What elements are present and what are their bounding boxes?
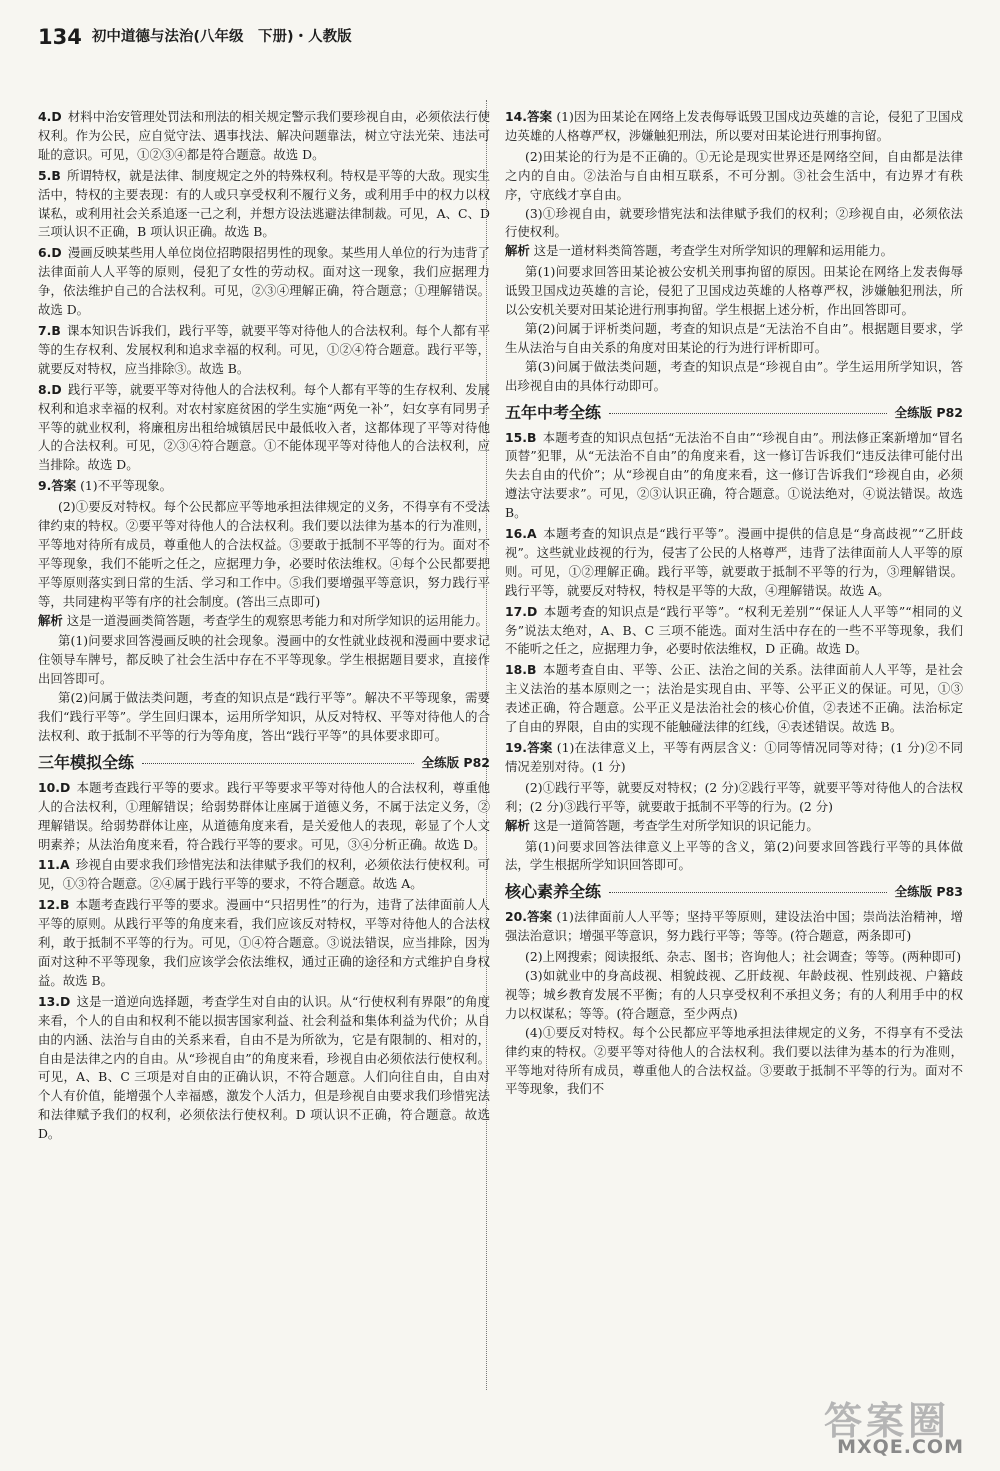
item-text: 本题考查践行平等的要求。漫画中“只招男性”的行为，违背了法律面前人人平等的原则。从践行平等的角度来看，我们应该反对特权，平等对待他人的合法权利，敢于抵制不平等的行为。可见，①④符合题意。③说法错误，应当排除，因为面对这种不平等现象，我们应该学会依法维权，通过正确的途径和方式维护自身权益。故选 B。 xyxy=(38,897,490,988)
item-text: 所谓特权，就是法律、制度规定之外的特殊权利。特权是平等的大敌。现实生活中，特权的主要表现：有的人或只享受权利不履行义务，或利用手中的权力以权谋私，或利用社会关系追逐一己之利，并想方设法逃避法律制裁。可见，A、C、D 三项认识不正确，B 项认识正确。故选 B。 xyxy=(38,167,490,240)
answer-item xyxy=(38,244,490,320)
item-number: 8.D xyxy=(38,381,62,397)
answer-item xyxy=(38,381,490,476)
answer-item-19 xyxy=(505,739,963,777)
section-rule xyxy=(609,413,887,414)
analysis-block xyxy=(38,612,490,631)
analysis-label: 解析 xyxy=(505,817,530,833)
item-text: 珍视自由要求我们珍惜宪法和法律赋予我们的权利，必须依法行使权利。可见，①③符合题意。②④属于践行平等的要求，不符合题意。故选 A。 xyxy=(38,857,490,892)
item-number: 18.B xyxy=(505,662,537,678)
item-number: 15.B xyxy=(505,429,537,445)
section-title: 核心素养全练 xyxy=(505,882,602,902)
section-heading xyxy=(505,404,963,423)
answer-item xyxy=(38,779,490,855)
section-heading xyxy=(38,754,490,773)
answer-item-14 xyxy=(505,108,963,146)
item-text: 本题考查的知识点包括“无法治不自由”“珍视自由”。刑法修正案新增加“冒名顶替”犯罪，从“无法治不自由”的角度来看，这一修订告诉我们“违反法律可能付出失去自由的代价”；从“珍视自由”的角度来看，这一修订告诉我们“珍视自由，必须遵法守法要求”。可见，②③认识正确，符合题意。①说法绝对，④说法错误。故选 B。 xyxy=(505,429,963,521)
analysis-text: 这是一道材料类简答题，考查学生对所学知识的理解和运用能力。 xyxy=(533,243,894,259)
answer-item xyxy=(38,896,490,991)
answer-item xyxy=(505,661,963,737)
left-column xyxy=(38,108,490,1146)
analysis-text: 这是一道漫画类简答题，考查学生的观察思考能力和对所学知识的运用能力。 xyxy=(66,612,489,628)
analysis-text: 这是一道简答题，考查学生对所学知识的识记能力。 xyxy=(533,817,819,833)
answer-item xyxy=(38,108,490,165)
answer-paragraph: (4)①要反对特权。每个公民都应平等地承担法律规定的义务，不得享有不受法律约束的特权。②要平等对待他人的合法权利。我们要以法律为基本的行为准则，平等地对待所有成员，尊重他人的合法权益。③要敢于抵制不平等的行为。面对不平等现象，我们不 xyxy=(505,1024,963,1097)
answer-paragraph: (3)如就业中的身高歧视、相貌歧视、乙肝歧视、年龄歧视、性别歧视、户籍歧视等；城乡教育发展不平衡；有的人只享受权利不承担义务；有的人利用手中的权力以权谋私；等等。(符合题意，至少两点) xyxy=(505,967,963,1021)
answer-paragraph: (2)上网搜索；阅读报纸、杂志、图书；咨询他人；社会调查；等等。(两种即可) xyxy=(525,949,962,965)
item-text: (1)不平等现象。 xyxy=(80,478,172,494)
page-header xyxy=(38,22,352,52)
analysis-paragraph: 第(2)问属于评析类问题，考查的知识点是“无法治不自由”。根据题目要求，学生从法治与自由关系的角度对田某论的行为进行评析即可。 xyxy=(505,320,963,355)
analysis-label: 解析 xyxy=(505,243,530,259)
item-number: 16.A xyxy=(505,526,537,542)
item-text: 践行平等，就要平等对待他人的合法权利。每个人都有平等的生存权利、发展权利和追求幸福的权利。对农村家庭贫困的学生实施“两免一补”，妇女享有同男子平等的就业权利，将廉租房出租给城镇居民中最低收入者，这都体现了平等对待他人的合法权利。可见，②③④符合题意。①不能体现平等对待他人的合法权利，应当排除。故选 D。 xyxy=(38,381,490,473)
item-text: 课本知识告诉我们，践行平等，就要平等对待他人的合法权利。每个人都有平等的生存权利、发展权利和追求幸福的权利。可见，①②④符合题意。践行平等，就要反对特权，应当排除③。故选 B。 xyxy=(38,322,490,376)
item-text: (1)法律面前人人平等；坚持平等原则，建设法治中国；崇尚法治精神，增强法治意识；增强平等意识，努力践行平等；等等。(符合题意，两条即可) xyxy=(505,909,963,944)
item-number: 7.B xyxy=(38,322,61,338)
item-number: 10.D xyxy=(38,779,71,795)
book-title: 初中道德与法治(八年级 下册)・人教版 xyxy=(91,28,352,45)
answer-paragraph: (2)①要反对特权。每个公民都应平等地承担法律规定的义务，不得享有不受法律约束的特权。②要平等对待他人的合法权利。我们要以法律为基本的行为准则，平等地对待所有成员，尊重他人的合法权益。③要敢于抵制不平等的行为。面对不平等现象，我们不能听之任之，应据理力争，必要时依法维权。④每个公民都要把平等原则落实到日常的生活、学习和工作中。⑤我们要增强平等意识，努力践行平等，共同建构平等有序的社会制度。(答出三点即可) xyxy=(38,499,490,609)
answer-item xyxy=(505,603,963,660)
item-text: 本题考查践行平等的要求。践行平等要求平等对待他人的合法权利，尊重他人的合法权利，①理解错误；给弱势群体让座属于道德义务，不属于法定义务，②理解错误。给弱势群体让座，从道德角度来看，是关爱他人的表现，彰显了个人文明素养；从法治角度来看，符合践行平等的要求。可见，③④分析正确。故选 D。 xyxy=(38,779,490,852)
section-ref: 全练版 P83 xyxy=(894,884,963,900)
section-rule xyxy=(142,763,414,764)
watermark-site: MXQE.COM xyxy=(837,1436,964,1459)
answer-item xyxy=(505,429,963,524)
answer-item xyxy=(38,167,490,243)
section-ref: 全练版 P82 xyxy=(421,754,490,770)
item-text: 这是一道逆向选择题，考查学生对自由的认识。从“行使权利有界限”的角度来看，个人的自由和权利不能以损害国家利益、社会利益和集体利益为代价；从自由的内涵、法治与自由的关系来看，自由不是为所欲为，它是有限制的、相对的，自由是法律之内的自由。从“珍视自由”的角度来看，珍视自由必须依法行使权利。可见，A、B、C 三项是对自由的正确认识，不符合题意。人们向往自由，自由对个人有价值，能增强个人幸福感，激发个人活力，但是珍视自由要求我们珍惜宪法和法律赋予我们的权利，必须依法行使权利。D 项认识不正确，符合题意。故选 D。 xyxy=(38,993,490,1142)
item-number: 4.D xyxy=(38,109,62,124)
answer-item xyxy=(505,525,963,601)
item-number: 20.答案 xyxy=(505,909,553,925)
item-number: 13.D xyxy=(38,993,71,1009)
item-text: 本题考查的知识点是“践行平等”。“权利无差别”“保证人人平等”“相同的义务”说法太绝对，A、B、C 三项不能选。面对生活中存在的一些不平等现象，我们不能听之任之，应据理力争，必要时依法维权，D 正确。故选 D。 xyxy=(505,603,963,657)
section-rule xyxy=(609,892,887,893)
section-ref: 全练版 P82 xyxy=(894,404,963,420)
item-number: 6.D xyxy=(38,245,62,261)
analysis-paragraph: 第(1)问要求回答漫画反映的社会现象。漫画中的女性就业歧视和漫画中要求记住领导车牌号，都反映了社会生活中存在不平等现象。学生根据题目要求，直接作出回答即可。 xyxy=(38,633,490,687)
section-title: 三年模拟全练 xyxy=(38,752,135,772)
right-column xyxy=(505,108,963,1099)
answer-item-9 xyxy=(38,477,490,496)
analysis-label: 解析 xyxy=(38,612,63,628)
item-text: 漫画反映某些用人单位岗位招聘限招男性的现象。某些用人单位的行为违背了法律面前人人平等的原则，侵犯了女性的劳动权。面对这一现象，我们应据理力争，依法维护自己的合法权利。可见，②③④理解正确，符合题意；①理解错误。故选 D。 xyxy=(38,245,490,318)
section-title: 五年中考全练 xyxy=(505,402,602,422)
item-text: 本题考查自由、平等、公正、法治之间的关系。法律面前人人平等，是社会主义法治的基本原则之一；法治是实现自由、平等、公平正义的保证。可见，①③表述正确，符合题意。公平正义是法治社会的核心价值，②表述不正确。法治标定了自由的界限，自由的实现不能触碰法律的红线，④表述错误。故选 B。 xyxy=(505,662,963,735)
item-number: 17.D xyxy=(505,603,538,619)
item-number: 5.B xyxy=(38,167,61,183)
item-number: 14.答案 xyxy=(505,109,553,124)
answer-item xyxy=(38,322,490,379)
item-text: 本题考查的知识点是“践行平等”。漫画中提供的信息是“身高歧视”“乙肝歧视”。这些就业歧视的行为，侵害了公民的人格尊严，违背了法律面前人人平等的原则。可见，①②理解正确。践行平等，就要敢于抵制不平等的行为，③理解错误。践行平等，就要反对特权，特权是平等的大敌，④理解错误。故选 A。 xyxy=(505,526,963,598)
analysis-paragraph: 第(1)问要求回答法律意义上平等的含义，第(2)问要求回答践行平等的具体做法，学生根据所学知识回答即可。 xyxy=(505,838,963,873)
page-number: 134 xyxy=(38,24,82,49)
watermark-logo: 答案圈 xyxy=(823,1399,950,1444)
answer-item-20 xyxy=(505,908,963,946)
answer-item xyxy=(38,856,490,894)
answer-paragraph: (2)田某论的行为是不正确的。①无论是现实世界还是网络空间，自由都是法律之内的自由。②法治与自由相互联系，不可分割。③社会生活中，有边界才有秩序，守底线才享自由。 xyxy=(505,148,963,202)
item-text: 材料中治安管理处罚法和刑法的相关规定警示我们要珍视自由，必须依法行使权利。作为公民，应自觉守法、遇事找法、解决问题靠法，树立守法光荣、违法可耻的意识。可见，①②③④都是符合题意。故选 D。 xyxy=(38,109,490,162)
analysis-paragraph: 第(3)问属于做法类问题，考查的知识点是“珍视自由”。学生运用所学知识，答出珍视自由的具体行动即可。 xyxy=(505,358,963,393)
item-number: 11.A xyxy=(38,857,70,873)
answer-paragraph: (2)①践行平等，就要反对特权；(2 分)②践行平等，就要平等对待他人的合法权利；(2 分)③践行平等，就要敢于抵制不平等的行为。(2 分) xyxy=(505,779,963,814)
analysis-block xyxy=(505,817,963,836)
analysis-paragraph: 第(2)问属于做法类问题，考查的知识点是“践行平等”。解决不平等现象，需要我们“践行平等”。学生回归课本，运用所学知识，从反对特权、平等对待他人的合法权利、敢于抵制不平等的行为等角度，答出“践行平等”的具体要求即可。 xyxy=(38,690,490,743)
answer-paragraph: (3)①珍视自由，就要珍惜宪法和法律赋予我们的权利；②珍视自由，必须依法行使权利。 xyxy=(505,205,963,240)
analysis-block xyxy=(505,242,963,261)
item-text: (1)在法律意义上，平等有两层含义：①同等情况同等对待；(1 分)②不同情况差别对待。(1 分) xyxy=(505,740,963,774)
analysis-paragraph: 第(1)问要求回答田某论被公安机关刑事拘留的原因。田某论在网络上发表侮辱诋毁卫国戍边英雄的言论，侵犯了卫国戍边英雄的人格尊严权，涉嫌触犯刑法，所以公安机关要对田某论进行刑事拘留。学生根据上述分析，作出回答即可。 xyxy=(505,264,963,318)
item-number: 9.答案 xyxy=(38,478,77,494)
item-text: (1)因为田某论在网络上发表侮辱诋毁卫国戍边英雄的言论，侵犯了卫国戍边英雄的人格尊严权，涉嫌触犯刑法，所以要对田某论进行刑事拘留。 xyxy=(505,109,963,143)
item-number: 12.B xyxy=(38,897,70,913)
item-number: 19.答案 xyxy=(505,740,553,755)
answer-item xyxy=(38,993,490,1144)
section-heading xyxy=(505,883,963,902)
